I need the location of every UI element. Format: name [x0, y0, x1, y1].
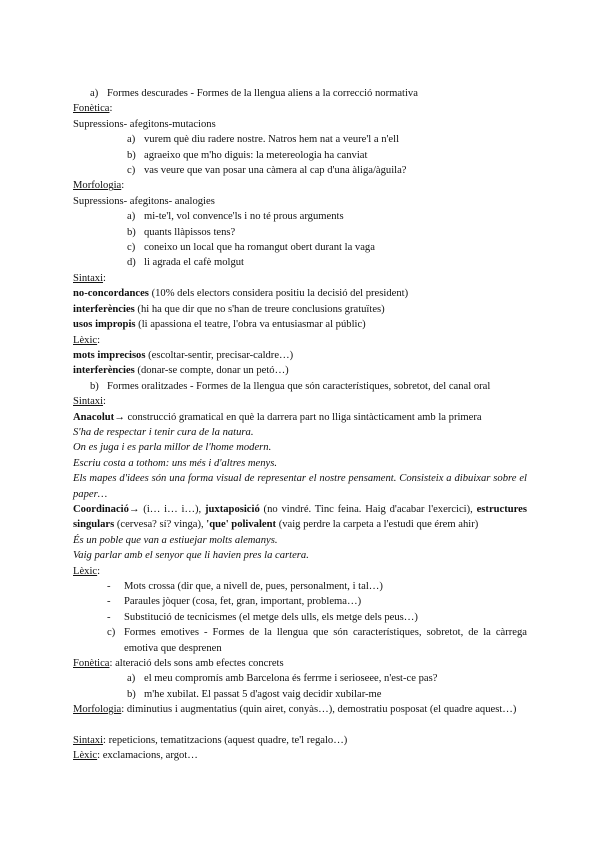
section-b-title: Formes oralitzades - Formes de la llengua que són característiques, sobretot, del canal oral [107, 380, 491, 392]
list-item: - Mots crossa (dir que, a nivell de, pues, personalment, i tal…) [107, 581, 383, 592]
list-item: d) li agrada el cafè molgut [127, 257, 245, 269]
heading-fonetica: Fonètica [73, 103, 110, 115]
paragraph: mots imprecisos (escoltar-sentir, precisar-caldre…) [73, 349, 294, 361]
section-c-title: Formes emotives - Formes de la llengua que són característiques, sobretot, de la càrrega emotiva que desprenen [124, 627, 527, 654]
heading-fonetica: Fonètica [73, 658, 110, 670]
paragraph: interferències (hi ha que dir que no s'han de treure conclusions gratuïtes) [73, 303, 385, 315]
example-sentence: Escriu costa a tothom: uns més i d'altres menys. [73, 457, 278, 469]
paragraph: Anacolut→ construcció gramatical en què la darrera part no lliga sintàcticament amb la primera [73, 411, 482, 423]
list-item: a) vurem què diu radere nostre. Natros hem nat a veure'l a n'ell [127, 134, 400, 146]
list-item: a) mi-te'l, vol convence'ls i no té prous arguments [127, 211, 344, 223]
example-sentence: Vaig parlar amb el senyor que li havien pres la cartera. [73, 550, 309, 562]
example-sentence: Els mapes d'idees són una forma visual de representar el nostre pensament. Consisteix a dibuixar sobre el paper… [73, 473, 527, 500]
list-item: - Substitució de tecnicismes (el metge dels ulls, els metge dels peus…) [107, 611, 418, 623]
paragraph: usos impropis (li apassiona el teatre, l'obra va entusiasmar al públic) [73, 319, 366, 331]
section-a-heading [73, 86, 527, 101]
paragraph: interferències (donar-se compte, donar un petó…) [73, 365, 289, 377]
example-sentence: On es juga i es parla millor de l'home modern. [73, 442, 272, 454]
list-marker: a) [90, 88, 99, 99]
example-sentence: S'ha de respectar i tenir cura de la natura. [73, 426, 254, 438]
list-item: b) quants llàpissos tens? [127, 226, 236, 238]
example-sentence: És un poble que van a estiuejar molts alemanys. [73, 534, 278, 546]
heading-lexic: Lèxic [73, 565, 98, 577]
blank-line [73, 718, 527, 733]
heading-lexic: Lèxic [73, 750, 98, 762]
heading-sintaxi: Sintaxi [73, 396, 104, 408]
list-item: a) el meu compromís amb Barcelona és ferrme i serioseee, n'est-ce pas? [127, 673, 438, 685]
heading-morfologia: Morfologia [73, 704, 122, 716]
list-item: c) coneixo un local que ha romangut obert durant la vaga [127, 242, 375, 254]
heading-morfologia: Morfologia [73, 180, 122, 192]
section-c-heading: c) Formes emotives - Formes de la llengua que són característiques, sobretot, de la càrrega emotiva que desprenen [107, 625, 527, 656]
subheading: Supressions- afegitons- analogies [73, 195, 215, 207]
list-item: b) m'he xubilat. El passat 5 d'agost vaig decidir xubilar-me [127, 688, 382, 700]
document-content: a) Formes descurades - Formes de la llengua aliens a la correcció normativa Fonètica: Supressions- afegitons-mutacions a) vurem què diu radere nostre. Natros hem nat a veure'l a n'ell b) agraeixo que m'ho diguis: la metereologia ha canviat c) vas veure que van posar una càmera al cap d'una àliga/àguila? Morfologia: Supressions- afegitons- analogies a) mi-te'l, vol convence'ls i no té prous arguments b) quants llàpissos tens? c) coneixo un local que ha romangut obert durant la vaga d) li agrada el cafè molgut Sintaxi: no-concordances (10% dels electors considera positiu la decisió del president) interferències (hi ha que dir que no s'han de treure conclusions gratuïtes) usos impropis (li apassiona el teatre, l'obra va entusiasmar al públic) Lèxic: mots imprecisos (escoltar-sentir, precisar-caldre…) interferències (donar-se compte, donar un petó…) b) Formes oralitzades - Formes de la llengua que són característiques, sobretot, del canal oral Sintaxi: Anacolut→ construcció gramatical en què la darrera part no lliga sintàcticament amb la primera S'ha de respectar i tenir cura de la natura. On es juga i es parla millor de l'home modern. Escriu costa a tothom: uns més i d'altres menys. Els mapes d'idees són una forma visual de representar el nostre pensament. Consisteix a dibuixar sobre el paper… Coordinació→ (i… i… i…), juxtaposició (no vindré. Tinc feina. Haig d'acabar l'exercici), estructures singulars (cervesa? sí? vinga), 'que' polivalent (vaig perdre la carpeta a l'estudi que érem ahir) És un poble que van a estiuejar molts alemanys. Vaig parlar amb el senyor que li havien pres la cartera. Lèxic: - Mots crossa (dir que, a nivell de, pues, personalment, i tal…) - Paraules jòquer (cosa, fet, gran, important, problema…) - Substitució de tecnicismes (el metge dels ulls, els metge dels peus…) c) Formes emotives - Formes de la llengua que són característiques, sobretot, de la càrrega emotiva que desprenen Fonètica: alteració dels sons amb efectes concrets a) el meu compromís amb Barcelona és ferrme i serioseee, n'est-ce pas? b) m'he xubilat. El passat 5 d'agost vaig decidir xubilar-me Morfologia: diminutius i augmentatius (quin airet, conyàs…), demostratiu posposat (el quadre aquest…) Sintaxi: repeticions, tematitzacions (aquest quadre, te'l regalo…) Lèxic: exclamacions, argot… [73, 86, 527, 763]
section-b-heading: b) Formes oralitzades - Formes de la llengua que són característiques, sobretot, del canal oral [90, 380, 491, 392]
heading-sintaxi: Sintaxi [73, 734, 104, 746]
paragraph: no-concordances (10% dels electors considera positiu la decisió del president) [73, 288, 409, 300]
paragraph: Coordinació→ (i… i… i…), juxtaposició (no vindré. Tinc feina. Haig d'acabar l'exercici), estructures singulars (cervesa? sí? vinga), 'que' polivalent (vaig perdre la carpeta a l'estudi que érem ahir) [73, 503, 527, 531]
dash-list [73, 579, 527, 656]
paragraph: Sintaxi: repeticions, tematitzacions (aquest quadre, te'l regalo…) [73, 734, 348, 746]
heading-lexic: Lèxic [73, 334, 98, 346]
subheading: Supressions- afegitons-mutacions [73, 118, 216, 130]
paragraph: Lèxic: exclamacions, argot… [73, 750, 198, 762]
paragraph: Morfologia: diminutius i augmentatius (quin airet, conyàs…), demostratiu posposat (el quadre aquest…) [73, 704, 517, 716]
list-item: b) agraeixo que m'ho diguis: la metereologia ha canviat [127, 149, 368, 161]
list-item: - Paraules jòquer (cosa, fet, gran, important, problema…) [107, 596, 362, 608]
list-item: c) vas veure que van posar una càmera al cap d'una àliga/àguila? [127, 165, 407, 177]
section-a-title: Formes descurades - Formes de la llengua aliens a la correcció normativa [107, 88, 418, 99]
heading-sintaxi: Sintaxi [73, 272, 104, 284]
